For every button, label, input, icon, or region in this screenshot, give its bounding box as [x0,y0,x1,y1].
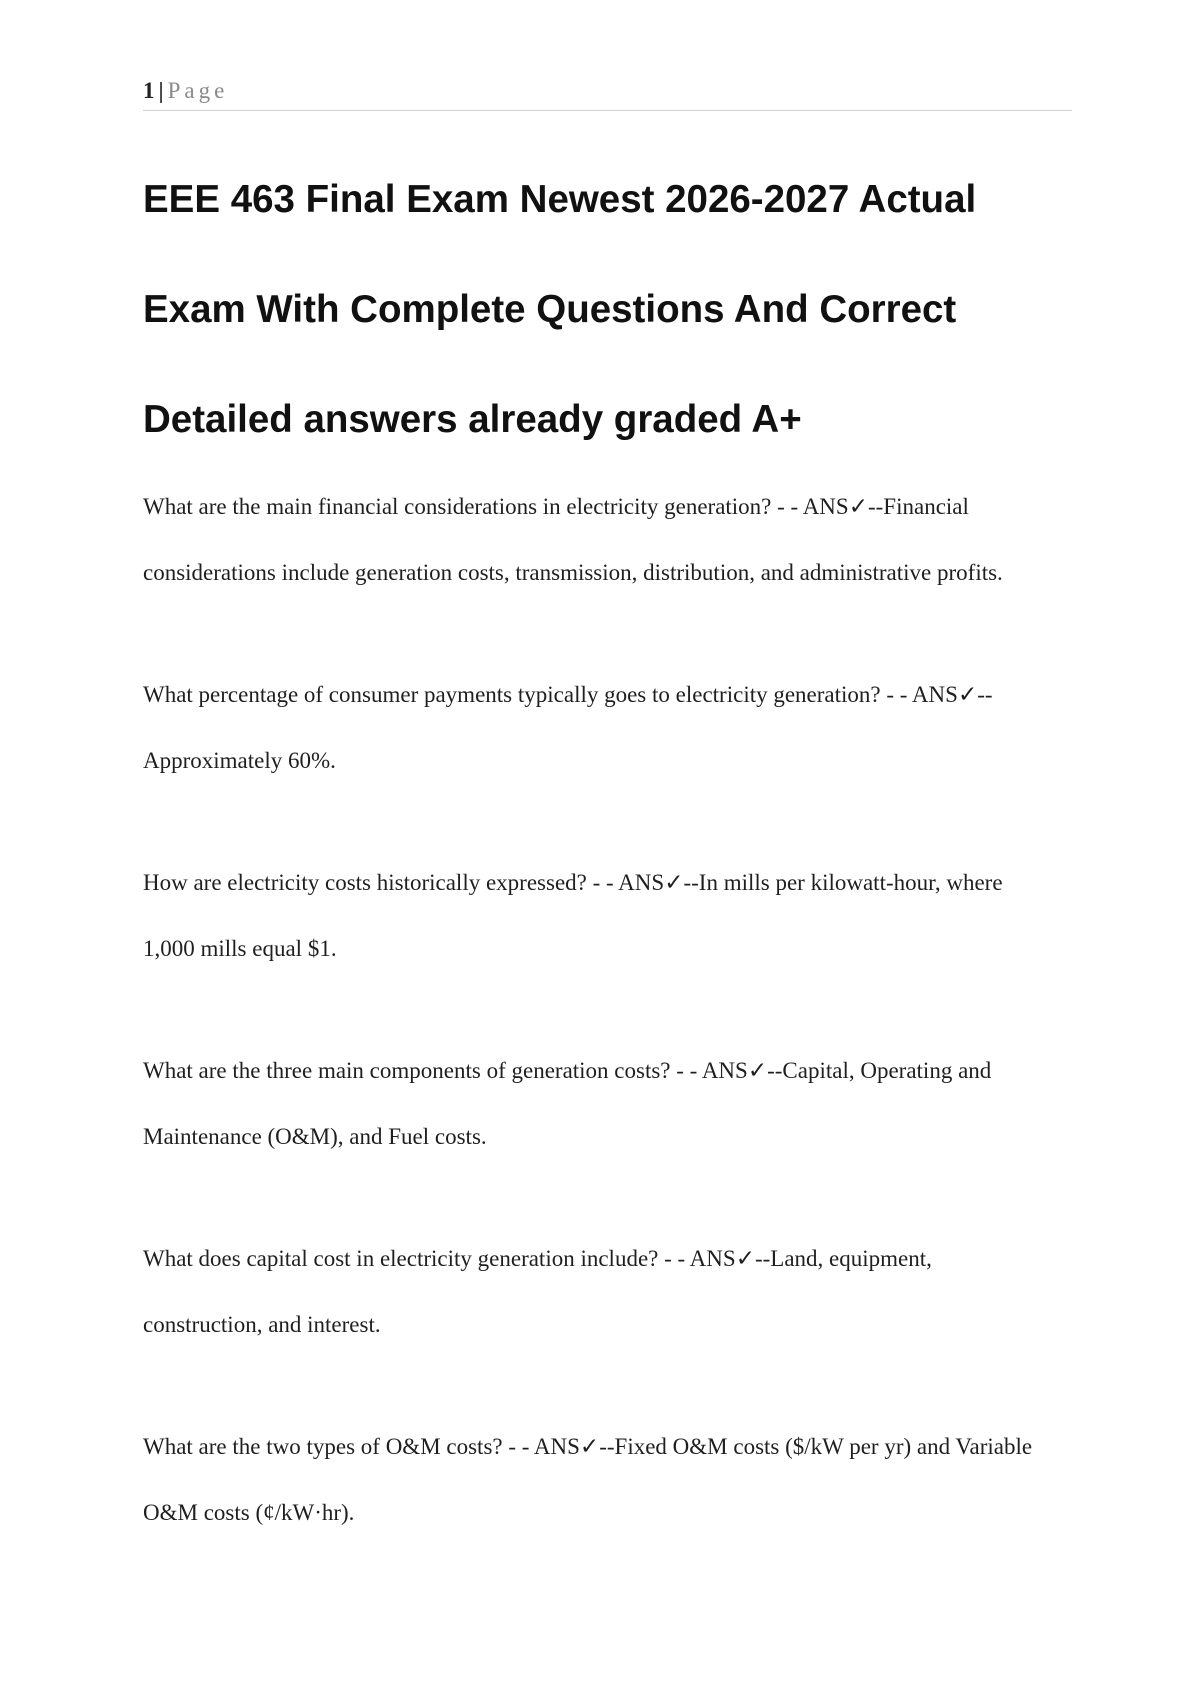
check-icon: ✓ [735,1246,755,1272]
page-header [143,76,1072,111]
qa-list [143,474,1088,1602]
qa-answer-start: --Fixed O&M costs ($/kW per yr) and Variable [599,1434,1033,1459]
page-label: Page [167,78,229,103]
title-line-3: Detailed answers already graded A+ [143,398,802,441]
check-icon: ✓ [747,1058,768,1084]
qa-answer-start: -- [977,682,993,707]
qa-question-text: What are the three main components of generation costs? - - ANS [143,1058,748,1083]
title-line-2: Exam With Complete Questions And Correct [143,288,957,331]
check-icon: ✓ [957,682,978,708]
document-title [143,145,1083,475]
qa-answer-line: O&M costs (¢/kW·hr). [143,1500,355,1525]
qa-answer-line: Approximately 60%. [143,748,336,773]
qa-item [143,1038,1088,1168]
check-icon: ✓ [579,1434,600,1460]
qa-question-text: What are the main financial considerations in electricity generation? - - ANS [143,494,849,519]
qa-question-text: What percentage of consumer payments typically goes to electricity generation? - - ANS [143,682,958,707]
qa-item [143,850,1088,980]
qa-answer-line: considerations include generation costs, transmission, distribution, and administrative profits. [143,560,1003,585]
qa-item [143,1226,1088,1356]
check-icon: ✓ [848,494,868,520]
qa-answer-line: 1,000 mills equal $1. [143,936,337,961]
qa-answer-start: --Financial [867,494,969,519]
qa-question-line [143,662,1088,728]
title-line-1: EEE 463 Final Exam Newest 2026-2027 Actual [143,178,977,221]
check-icon: ✓ [664,870,684,896]
qa-question-line [143,1414,1088,1480]
page-number: 1 [143,78,155,103]
qa-question-line [143,850,1088,916]
qa-answer-line: Maintenance (O&M), and Fuel costs. [143,1124,487,1149]
qa-item [143,474,1088,604]
qa-question-text: What are the two types of O&M costs? - - ANS [143,1434,580,1459]
qa-question-line [143,1226,1088,1292]
qa-answer-start: --In mills per kilowatt-hour, where [683,870,1003,895]
qa-question-line [143,1038,1088,1104]
qa-item [143,1414,1088,1544]
qa-answer-line: construction, and interest. [143,1312,381,1337]
qa-question-text: What does capital cost in electricity generation include? - - ANS [143,1246,736,1271]
qa-answer-start: --Capital, Operating and [767,1058,992,1083]
page-separator: | [158,78,164,103]
qa-question-line [143,474,1088,540]
qa-item [143,662,1088,792]
qa-answer-start: --Land, equipment, [754,1246,932,1271]
qa-question-text: How are electricity costs historically expressed? - - ANS [143,870,665,895]
